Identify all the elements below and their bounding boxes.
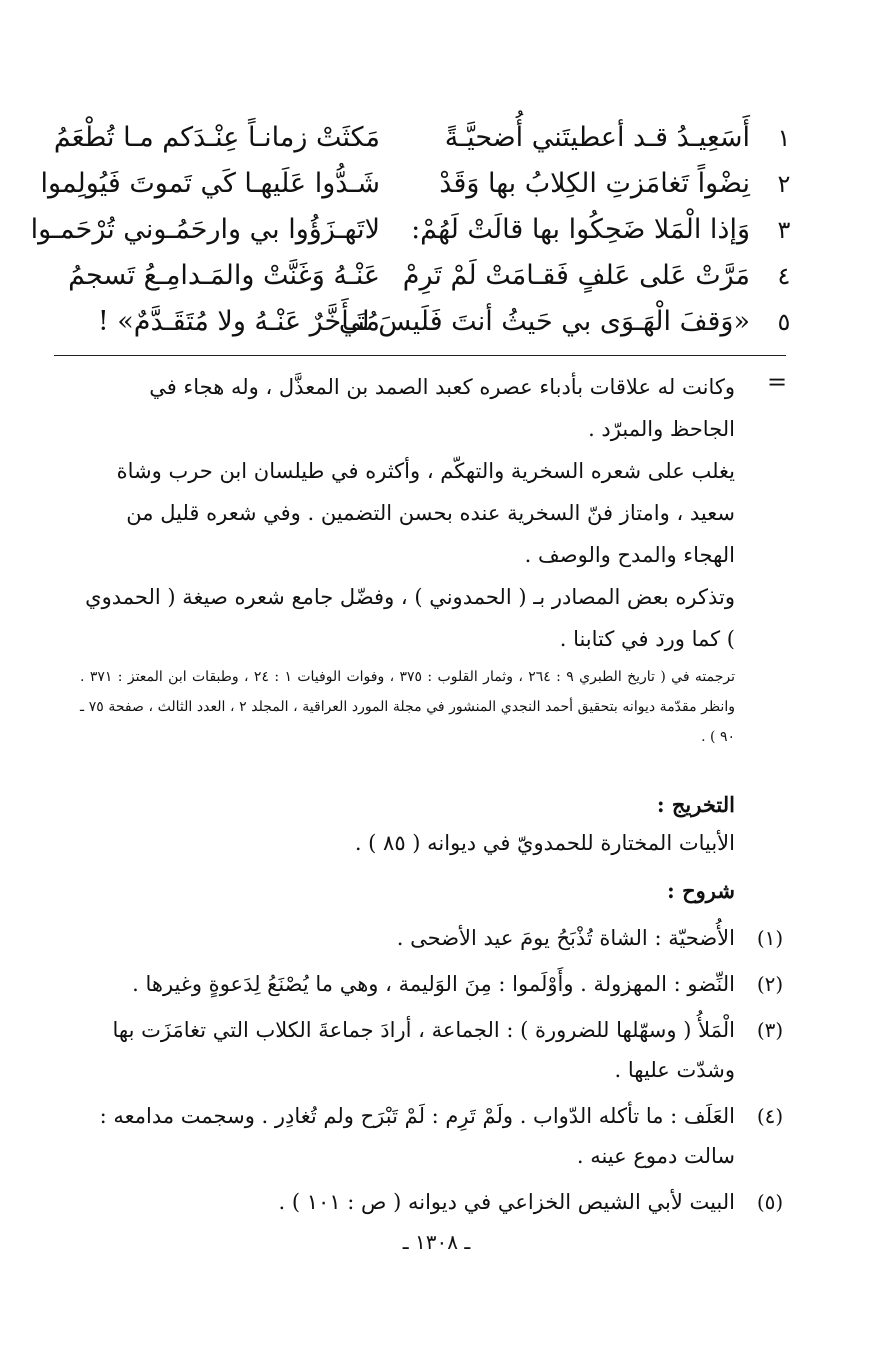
shuruh-notes — [80, 918, 790, 1228]
continuation-marker: = — [766, 368, 788, 396]
verse-first-hemistich: «وَقفَ الْهَـوَى بي حَيثُ أنتَ فَلَيسَ لي — [338, 306, 750, 337]
verse — [40, 118, 800, 164]
note-item — [80, 1182, 790, 1222]
separator-line — [54, 355, 786, 356]
note-number: (٣) — [756, 1018, 784, 1042]
note-item — [80, 1096, 790, 1176]
verse-second-hemistich: عَنْـهُ وَغَنَّتْ والمَـدامِـعُ تَسجمُ — [68, 260, 380, 291]
verse-second-hemistich: لاتَهـزَؤُوا بي وارحَمُـوني تُرْحَمـوا — [30, 214, 380, 245]
note-number: (٢) — [756, 972, 784, 996]
note-text: النِّضو : المهزولة . وأَوْلَموا : مِنَ الوَليمة ، وهي ما يُصْنَعُ لِدَعوةٍ وغيرها . — [132, 972, 735, 996]
verse-first-hemistich: أَسَعِيـدُ قـد أعطيتَني أُضحيَّـةً — [444, 122, 750, 153]
verse — [40, 164, 800, 210]
note-item — [80, 1010, 790, 1090]
verse — [40, 302, 800, 348]
bio-paragraph: وتذكره بعض المصادر بـ ( الحمدوني ) ، وفضّل جامع شعره صيغة ( الحمدوي ) كما ورد في كتابنا . — [85, 585, 735, 651]
verse-second-hemistich: شَـدُّوا عَلَيهـا كَي تَموتَ فَيُولِموا — [40, 168, 380, 199]
verse-first-hemistich: مَرَّتْ عَلى عَلفٍ فَقـامَتْ لَمْ تَرِمْ — [402, 260, 750, 291]
takhrij-section — [80, 786, 735, 862]
takhrij-text: الأبيات المختارة للحمدويّ في ديوانه ( ٨٥ ) . — [354, 831, 735, 855]
bio-paragraph: يغلب على شعره السخرية والتهكّم ، وأكثره في طيلسان ابن حرب وشاة سعيد ، وامتاز فنّ السخرية عنده بحسن التضمين . وفي شعره قليل من الهجاء والمدح والوصف . — [116, 459, 735, 567]
verse-first-hemistich: نِضْواً تَغامَزتِ الكِلابُ بها وَقَدْ — [439, 168, 750, 199]
verse-number: ٥ — [777, 308, 791, 336]
note-text: البيت لأبي الشيص الخزاعي في ديوانه ( ص : ١٠١ ) . — [278, 1190, 735, 1214]
bio-paragraph: وكانت له علاقات بأدباء عصره كعبد الصمد بن المعذَّل ، وله هجاء في الجاحظ والمبرّد . — [149, 375, 735, 441]
note-text: العَلَف : ما تأكله الدّواب . ولَمْ تَرِم : لَمْ تَبْرَح ولم تُغادِر . وسجمت مدامعه : سالت دموع عينه . — [99, 1104, 735, 1168]
note-text: الأُضحيّة : الشاة تُذْبَحُ يومَ عيد الأضحى . — [396, 926, 735, 950]
verse-second-hemistich: مُتَـأَخَّرٌ عَنْـهُ ولا مُتَقَـدَّمٌ» ! — [97, 306, 380, 337]
verse-second-hemistich: مَكثَتْ زمانـاً عِنْـدَكم مـا تُطْعَمُ — [53, 122, 380, 153]
verse-first-hemistich: وَإذا الْمَلا ضَحِكُوا بها قالَتْ لَهُمْ: — [411, 214, 750, 245]
references: ترجمته في ( تاريخ الطبري ٩ : ٢٦٤ ، وثمار القلوب : ٣٧٥ ، وفوات الوفيات ١ : ٢٤ ، وطبقات ابن المعتز : ٣٧١ . وانظر مقدّمة ديوانه بتحقيق أحمد النجدي المنشور في مجلة المورد العراقية ، المجلد ٢ ، العدد الثالث ، صفحة ٧٥ ـ ٩٠ ) . — [80, 669, 735, 745]
note-text: الْمَلأُ ( وسهّلها للضرورة ) : الجماعة ، أرادَ جماعةَ الكلاب التي تغامَزَت بها وشدّت عليها . — [112, 1018, 735, 1082]
verse — [30, 210, 800, 256]
note-item — [80, 918, 790, 958]
verse-number: ٢ — [777, 170, 791, 198]
page-number: ـ ١٣٠٨ ـ — [402, 1230, 471, 1254]
note-number: (٥) — [756, 1190, 784, 1214]
verse-number: ١ — [777, 124, 791, 152]
verse — [40, 256, 800, 302]
note-item — [80, 964, 790, 1004]
note-number: (١) — [756, 926, 784, 950]
poem — [30, 118, 800, 348]
shuruh-heading: شروح : — [667, 878, 735, 903]
verse-number: ٤ — [777, 262, 791, 290]
takhrij-heading: التخريج : — [656, 792, 735, 817]
verse-number: ٣ — [777, 216, 791, 244]
note-number: (٤) — [756, 1104, 784, 1128]
biography-notes — [80, 366, 735, 660]
